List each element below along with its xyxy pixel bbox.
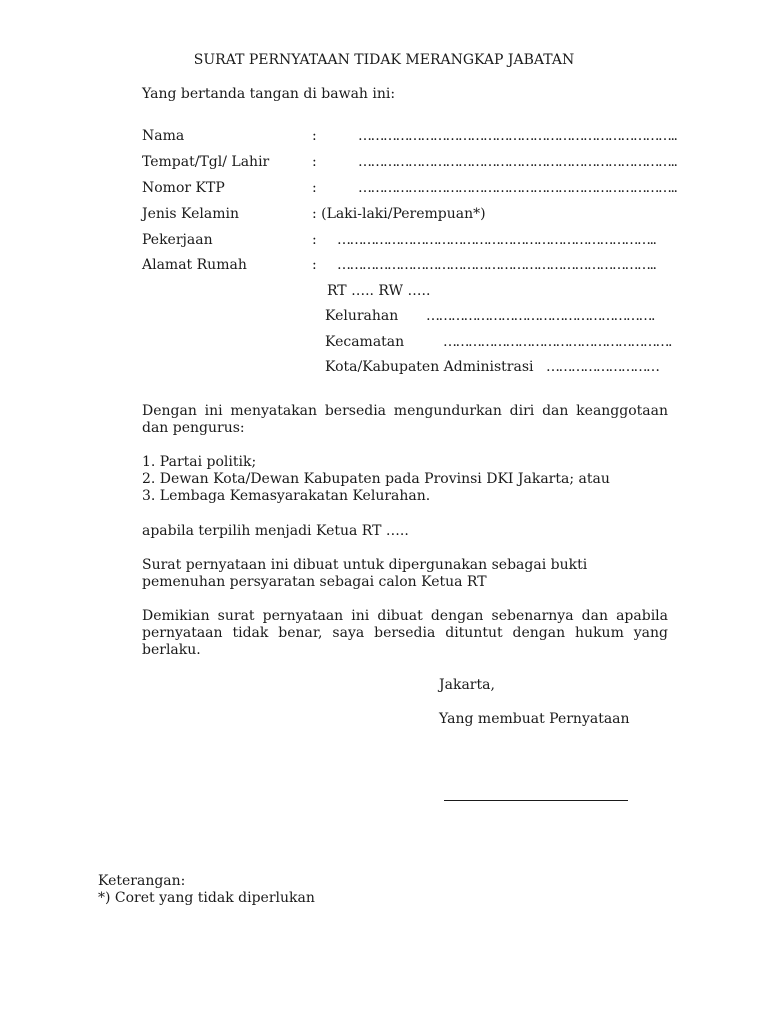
field-separator-alamat-rumah: : [312, 257, 317, 273]
address-kelurahan-value: ………………………………………………. [426, 308, 654, 324]
field-value-nama: ………………………………………………………………….. [358, 128, 677, 144]
address-rt-rw: RT ….. RW ….. [327, 283, 431, 299]
field-label-jenis-kelamin: Jenis Kelamin [142, 206, 239, 222]
list-item-dewan: 2. Dewan Kota/Dewan Kabupaten pada Provinsi DKI Jakarta; atau [142, 471, 610, 487]
closing-paragraph: Demikian surat pernyataan ini dibuat dengan sebenarnya dan apabila pernyataan tidak benar, saya bersedia dituntut dengan hukum yang berlaku. [142, 608, 668, 658]
list-item-partai: 1. Partai politik; [142, 454, 257, 470]
field-separator-pekerjaan: : [312, 232, 317, 248]
address-kecamatan-value: ………………………………………………. [443, 334, 671, 350]
note-text: *) Coret yang tidak diperlukan [98, 890, 315, 906]
field-separator-nomor-ktp: : [312, 180, 317, 196]
field-value-alamat-rumah: ………………………………………………………………….. [337, 257, 656, 273]
field-separator-tempat-tgl-lahir: : [312, 154, 317, 170]
field-label-pekerjaan: Pekerjaan [142, 232, 213, 248]
note-title: Keterangan: [98, 873, 186, 889]
signer-label: Yang membuat Pernyataan [439, 711, 630, 727]
place-date: Jakarta, [439, 677, 495, 693]
address-kota-label: Kota/Kabupaten Administrasi [325, 359, 534, 375]
field-separator-nama: : [312, 128, 317, 144]
field-value-nomor-ktp: ………………………………………………………………….. [358, 180, 677, 196]
field-label-tempat-tgl-lahir: Tempat/Tgl/ Lahir [142, 154, 270, 170]
address-kota-value: ……………………… [546, 359, 659, 375]
field-value-tempat-tgl-lahir: ………………………………………………………………….. [358, 154, 677, 170]
signature-line [444, 800, 628, 801]
address-kelurahan-label: Kelurahan [325, 308, 399, 324]
list-item-lembaga: 3. Lembaga Kemasyarakatan Kelurahan. [142, 488, 431, 504]
document-title: SURAT PERNYATAAN TIDAK MERANGKAP JABATAN [193, 52, 575, 68]
field-label-nomor-ktp: Nomor KTP [142, 180, 225, 196]
intro-text: Yang bertanda tangan di bawah ini: [142, 86, 396, 102]
field-label-alamat-rumah: Alamat Rumah [142, 257, 247, 273]
field-value-jenis-kelamin: : (Laki-laki/Perempuan*) [312, 206, 486, 222]
field-value-pekerjaan: ………………………………………………………………….. [337, 232, 656, 248]
condition-text: apabila terpilih menjadi Ketua RT ….. [142, 523, 409, 539]
purpose-paragraph: Surat pernyataan ini dibuat untuk dipergunakan sebagai bukti pemenuhan persyaratan sebagai calon Ketua RT [142, 557, 588, 590]
statement-paragraph: Dengan ini menyatakan bersedia mengundurkan diri dan keanggotaan dan pengurus: [142, 403, 668, 436]
address-kecamatan-label: Kecamatan [325, 334, 405, 350]
field-label-nama: Nama [142, 128, 185, 144]
